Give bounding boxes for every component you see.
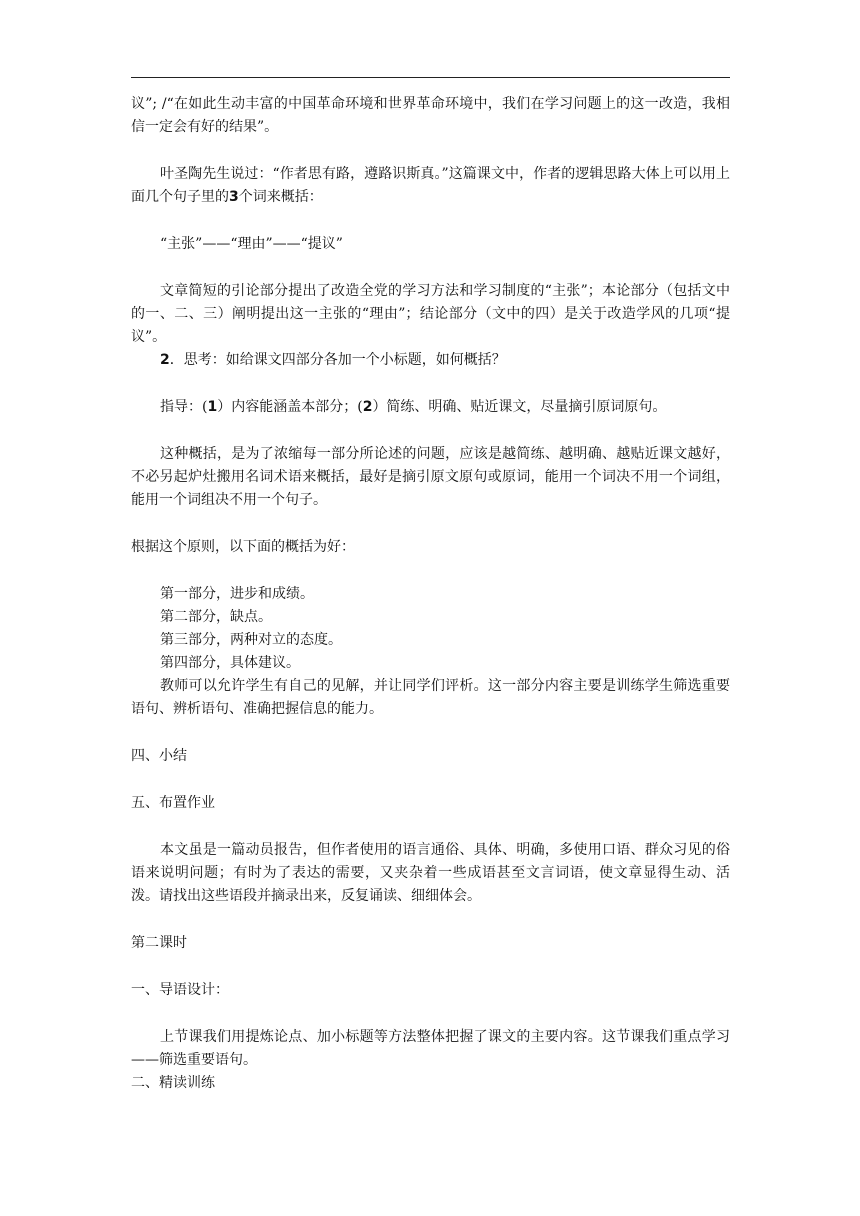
paragraph-text: ．思考：如给课文四部分各加一个小标题，如何概括？ — [169, 352, 506, 368]
spacer — [131, 139, 730, 163]
spacer — [131, 721, 730, 745]
spacer — [131, 512, 730, 536]
spacer — [131, 209, 730, 233]
paragraph-quote-continuation: 议”; /“在如此生动丰富的中国革命环境和世界革命环境中，我们在学习问题上的这一改造，我相信一定会有好的结果”。 — [131, 96, 730, 135]
section-heading: 一、导语设计： — [131, 982, 229, 998]
spacer — [131, 955, 730, 979]
spacer — [131, 256, 730, 280]
list-item: 第四部分，具体建议。 — [160, 655, 300, 671]
section-heading: 二、精读训练 — [131, 1075, 215, 1091]
paragraph-text: 个词来概括： — [238, 189, 323, 205]
number: 2 — [362, 399, 373, 415]
paragraph-text: 指导：( — [160, 399, 208, 415]
list-item: 第三部分，两种对立的态度。 — [160, 632, 342, 648]
spacer — [131, 372, 730, 396]
paragraph-summary-principle: 这种概括，是为了浓缩每一部分所论述的问题，应该是越简练、越明确、越贴近课文越好，不必另起炉灶搬用名词术语来概括，最好是摘引原文原句或原词，能用一个词决不用一个词组，能用一个词组决不用一个句子。 — [131, 446, 730, 508]
paragraph-homework: 本文虽是一篇动员报告，但作者使用的语言通俗、具体、明确，多使用口语、群众习见的俗语来说明问题；有时为了表达的需要，又夹杂着一些成语甚至文言词语，使文章显得生动、活泼。请找出这些语段并摘录出来，反复诵读、细细体会。 — [131, 842, 730, 904]
section-heading: 五、布置作业 — [131, 795, 215, 811]
spacer — [131, 1002, 730, 1026]
document-body — [131, 93, 730, 1095]
lesson-heading: 第二课时 — [131, 935, 187, 951]
paragraph-keywords: “主张”——“理由”——“提议” — [160, 236, 343, 252]
paragraph-intro-design: 上节课我们用提炼论点、加小标题等方法整体把握了课文的主要内容。这节课我们重点学习——筛选重要语句。 — [131, 1029, 730, 1068]
spacer — [131, 559, 730, 583]
paragraph-text: ）简练、明确、贴近课文，尽量摘引原词原句。 — [372, 399, 667, 415]
number: 3 — [229, 189, 239, 205]
paragraph-question-2 — [131, 349, 730, 372]
paragraph-text: 叶圣陶先生说过：“作者思有路，遵路识斯真。”这篇课文中，作者的逻辑思路大体上可以用上面几个句子里的 — [131, 166, 730, 205]
list-item: 第二部分，缺点。 — [160, 609, 272, 625]
spacer — [131, 768, 730, 792]
spacer — [131, 419, 730, 443]
paragraph-structure: 文章简短的引论部分提出了改造全党的学习方法和学习制度的“主张”；本论部分（包括文中的一、二、三）阐明提出这一主张的“理由”；结论部分（文中的四）是关于改造学风的几项“提议”。 — [131, 283, 730, 345]
list-item: 第一部分，进步和成绩。 — [160, 586, 314, 602]
number: 1 — [207, 399, 218, 415]
header-rule — [131, 77, 730, 78]
spacer — [131, 815, 730, 839]
spacer — [131, 908, 730, 932]
section-heading: 四、小结 — [131, 748, 187, 764]
paragraph-teacher-note: 教师可以允许学生有自己的见解，并让同学们评析。这一部分内容主要是训练学生筛选重要语句、辨析语句、准确把握信息的能力。 — [131, 678, 730, 717]
paragraph-guidance — [131, 396, 730, 419]
paragraph-ye-shengtao — [131, 163, 730, 209]
question-number: 2 — [160, 352, 170, 368]
paragraph-text: ）内容能涵盖本部分；( — [217, 399, 363, 415]
paragraph-principle-intro: 根据这个原则，以下面的概括为好： — [131, 539, 355, 555]
